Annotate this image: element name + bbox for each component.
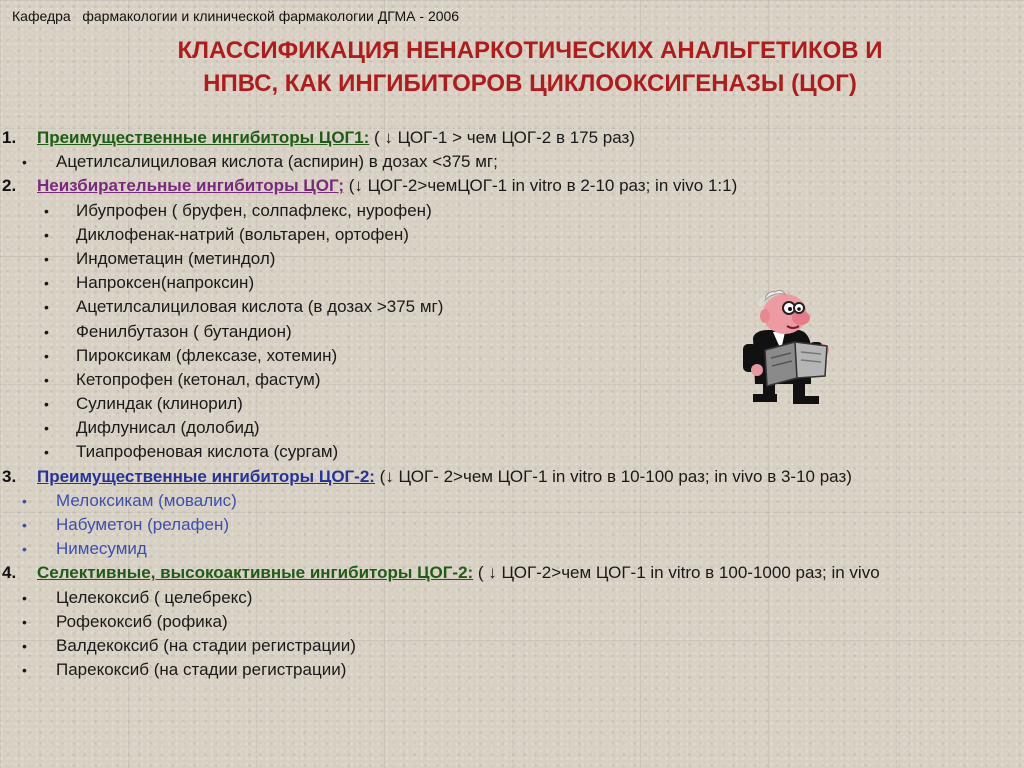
- list-item-text: Кетопрофен (кетонал, фастум): [76, 369, 321, 389]
- list-item: [0, 223, 1024, 247]
- title-line-1: КЛАССИФИКАЦИЯ НЕНАРКОТИЧЕСКИХ АНАЛЬГЕТИКОВ И: [177, 37, 883, 64]
- bullet-icon: •: [44, 250, 49, 267]
- section-number: 3.: [2, 466, 17, 486]
- list-item: [0, 586, 1024, 610]
- list-item-text: Ибупрофен ( бруфен, солпафлекс, нурофен): [76, 200, 432, 220]
- list-item-text: Ацетилсалициловая кислота (аспирин) в дозах <375 мг;: [56, 152, 498, 172]
- list-item: [0, 489, 1024, 513]
- section-heading: Преимущественные ингибиторы ЦОГ1:: [37, 128, 370, 147]
- list-item: [0, 150, 1024, 174]
- section-1-header: [0, 126, 1024, 150]
- list-item: [0, 368, 1024, 392]
- section-note: ( ↓ ЦОГ-2>чем ЦОГ-1 in vitro в 100-1000 раз; in vivo: [473, 563, 880, 583]
- classification-list: [0, 126, 1024, 682]
- list-item-text: Ацетилсалициловая кислота (в дозах >375 мг): [76, 297, 444, 317]
- list-item: [0, 344, 1024, 368]
- list-item: [0, 295, 1024, 319]
- bullet-icon: •: [22, 517, 27, 533]
- header-note: Кафедра фармакологии и клинической фармакологии ДГМА - 2006: [12, 8, 460, 24]
- list-item-text: Рофекоксиб (рофика): [56, 611, 228, 631]
- section-heading: Селективные, высокоактивные ингибиторы ЦОГ-2:: [37, 563, 474, 583]
- list-item: [0, 247, 1024, 271]
- list-item: [0, 634, 1024, 658]
- reading-man-clipart-icon: [735, 290, 840, 410]
- list-item-text: Сулиндак (клинорил): [76, 394, 243, 414]
- list-item-text: Тиапрофеновая кислота (сургам): [76, 442, 339, 462]
- bullet-icon: •: [22, 541, 27, 558]
- list-item-text: Пироксикам (флексазе, хотемин): [76, 345, 338, 365]
- list-item: [0, 271, 1024, 295]
- bullet-icon: •: [22, 637, 27, 654]
- list-item-text: Фенилбутазон ( бутандион): [76, 321, 292, 341]
- list-item: [0, 513, 1024, 537]
- section-4-header: [0, 561, 1024, 585]
- title-line-2: НПВС, КАК ИНГИБИТОРОВ ЦИКЛООКСИГЕНАЗЫ (ЦОГ): [203, 70, 857, 97]
- section-note: (↓ ЦОГ-2>чемЦОГ-1 in vitro в 2-10 раз; in vivo 1:1): [344, 176, 738, 196]
- bullet-icon: •: [22, 492, 27, 509]
- section-note: (↓ ЦОГ- 2>чем ЦОГ-1 in vitro в 10-100 раз; in vivo в 3-10 раз): [374, 466, 852, 486]
- bullet-icon: •: [44, 226, 49, 243]
- bullet-icon: •: [44, 371, 49, 388]
- list-item-text: Набуметон (релафен): [56, 515, 230, 534]
- bullet-icon: •: [44, 347, 49, 364]
- list-item-text: Индометацин (метиндол): [76, 248, 276, 268]
- section-2-header: [0, 174, 1024, 198]
- bullet-icon: •: [44, 323, 49, 340]
- bullet-icon: •: [22, 613, 27, 630]
- bullet-icon: •: [44, 202, 49, 219]
- section-note: ( ↓ ЦОГ-1 > чем ЦОГ-2 в 175 раз): [369, 128, 635, 147]
- bullet-icon: •: [44, 275, 49, 292]
- bullet-icon: •: [44, 420, 49, 437]
- bullet-icon: •: [44, 396, 49, 413]
- list-item: [0, 199, 1024, 223]
- list-item: [0, 416, 1024, 440]
- bullet-icon: •: [44, 299, 49, 316]
- list-item-text: Парекоксиб (на стадии регистрации): [56, 660, 347, 680]
- section-3-header: [0, 465, 1024, 489]
- list-item-text: Мелоксикам (мовалис): [56, 490, 237, 510]
- list-item-text: Нимесумид: [56, 539, 147, 559]
- list-item-text: Диклофенак-натрий (вольтарен, ортофен): [76, 224, 409, 244]
- list-item: [0, 320, 1024, 344]
- list-item-text: Валдекоксиб (на стадии регистрации): [56, 635, 356, 655]
- list-item-text: Целекоксиб ( целебрекс): [56, 587, 253, 607]
- section-heading: Преимущественные ингибиторы ЦОГ-2:: [37, 466, 375, 486]
- list-item: [0, 610, 1024, 634]
- list-item-text: Дифлунисал (долобид): [76, 418, 260, 438]
- section-heading: Неизбирательные ингибиторы ЦОГ;: [37, 176, 345, 196]
- list-item: [0, 440, 1024, 464]
- section-number: 1.: [2, 128, 17, 147]
- bullet-icon: •: [22, 662, 27, 679]
- bullet-icon: •: [22, 154, 27, 171]
- list-item: [0, 537, 1024, 561]
- section-number: 2.: [2, 176, 17, 196]
- slide-title: [60, 34, 1000, 100]
- list-item: [0, 392, 1024, 416]
- list-item-text: Напроксен(напроксин): [76, 273, 255, 293]
- list-item: [0, 658, 1024, 682]
- bullet-icon: •: [44, 444, 49, 461]
- bullet-icon: •: [22, 589, 27, 606]
- section-number: 4.: [2, 563, 17, 583]
